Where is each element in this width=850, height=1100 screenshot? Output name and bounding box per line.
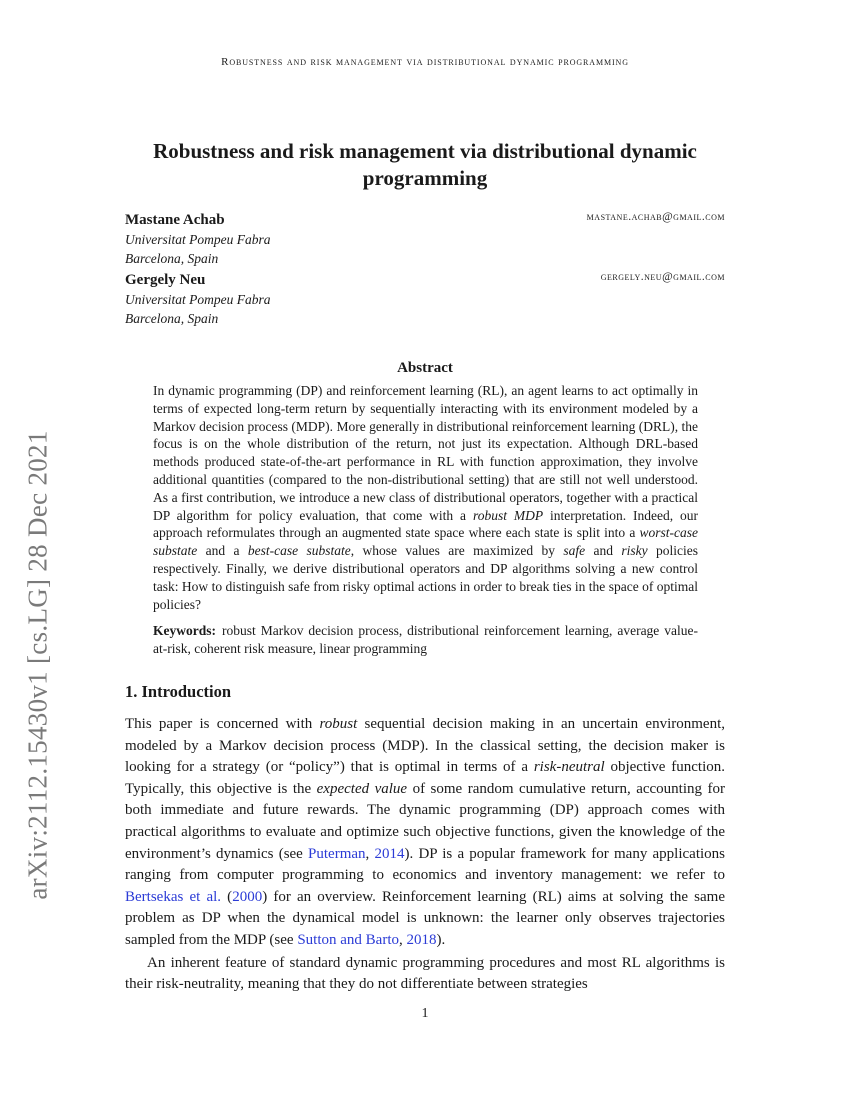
author-name: Gergely Neu (125, 272, 206, 288)
citation-link[interactable]: Bertsekas et al. (125, 888, 222, 905)
keywords-label: Keywords: (153, 623, 216, 638)
author-affiliation: Universitat Pompeu Fabra (125, 232, 271, 247)
body-paragraph: This paper is concerned with robust sequential decision making in an uncertain environment, modeled by a Markov decision process (MDP). In the classical setting, the decision maker is looking for a strategy (or “policy”) that is optimal in terms of a risk-neutral objective function. Typically, this objective is the expected value of some random cumulative return, accounting for both immediate and future rewards. The dynamic programming (DP) approach comes with practical algorithms to evaluate and optimize such objective functions, given the knowledge of the environment’s dynamics (see Puterman, 2014). DP is a popular framework for many applications ranging from computer programming to economics and inventory management: we refer to Bertsekas et al. (2000) for an overview. Reinforcement learning (RL) aims at solving the same problem as DP when the dynamical model is unknown: the learner only observes trajectories sampled from the MDP (see Sutton and Barto, 2018). (125, 716, 726, 948)
keywords-text: robust Markov decision process, distributional reinforcement learning, average value-at-risk, coherent risk measure, linear programming (153, 623, 698, 656)
citation-link[interactable]: 2014 (374, 845, 405, 862)
keywords (153, 622, 698, 658)
abstract-heading: Abstract (397, 360, 453, 376)
abstract-body: In dynamic programming (DP) and reinforcement learning (RL), an agent learns to act optimally in terms of expected long-term return by sequentially interacting with its environment modeled by a Markov decision process (MDP). More generally in distributional reinforcement learning (DRL), the focus is on the whole distribution of the return, not just its expectation. Although DRL-based methods produced state-of-the-art performance in RL with function approximation, they involve additional quantities (compared to the non-distributional setting) that are still not well understood. As a first contribution, we introduce a new class of distributional operators, together with a practical DP algorithm for policy evaluation, that come with a robust MDP interpretation. Indeed, our approach reformulates through an augmented state space where each state is split into a worst-case substate and a best-case substate, whose values are maximized by safe and risky policies respectively. Finally, we derive distributional operators and DP algorithms solving a new control task: How to distinguish safe from risky optimal actions in order to break ties in the space of optimal policies? (153, 383, 699, 612)
citation-link[interactable]: 2000 (232, 888, 263, 905)
body-paragraph: An inherent feature of standard dynamic programming procedures and most RL algorithms is their risk-neutrality, meaning that they do not differentiate between strategies (125, 954, 725, 993)
citation-link[interactable]: 2018 (406, 931, 437, 948)
author-block (125, 270, 725, 328)
author-affiliation: Universitat Pompeu Fabra (125, 292, 271, 307)
paper-title: Robustness and risk management via distributional dynamic programming (153, 139, 697, 190)
page-number: 1 (421, 1006, 429, 1021)
author-block (125, 210, 725, 268)
author-email: mastane.achab@gmail.com (586, 211, 725, 223)
section-heading: 1. Introduction (125, 682, 232, 701)
author-name: Mastane Achab (125, 212, 225, 228)
citation-link[interactable]: Puterman (308, 845, 366, 862)
author-email: gergely.neu@gmail.com (600, 271, 725, 283)
running-head: Robustness and risk management via distributional dynamic programming (221, 56, 629, 68)
author-location: Barcelona, Spain (125, 251, 219, 266)
arxiv-identifier-text: arXiv:2112.15430v1 [cs.LG] 28 Dec 2021 (22, 430, 53, 900)
author-location: Barcelona, Spain (125, 311, 219, 326)
citation-link[interactable]: Sutton and Barto (297, 931, 399, 948)
section-body (125, 714, 725, 996)
